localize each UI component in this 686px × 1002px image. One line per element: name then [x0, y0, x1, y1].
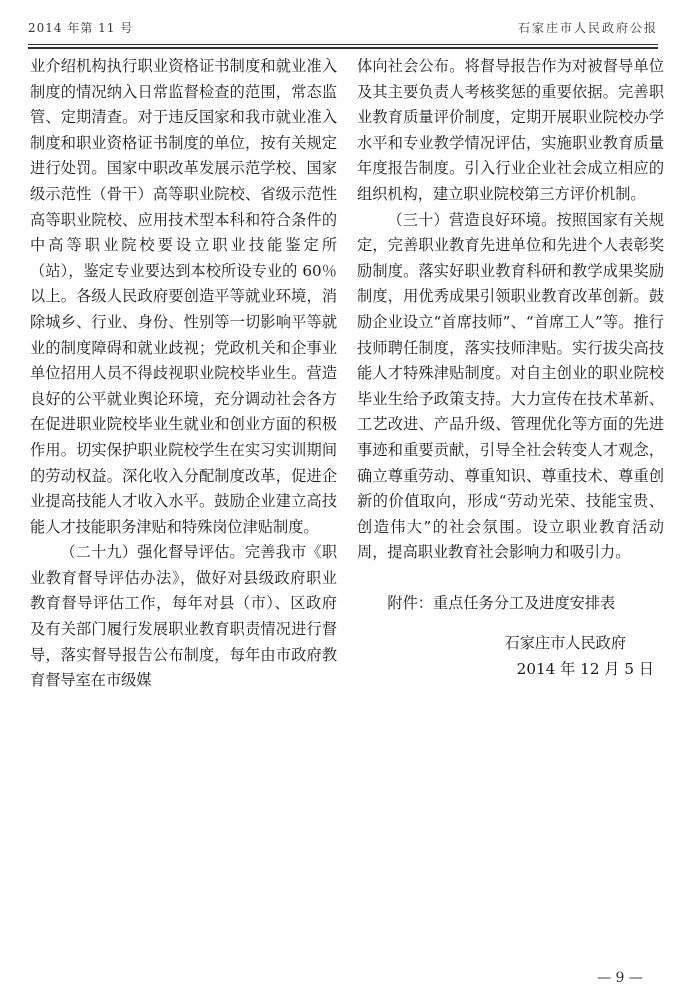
page-number: — 9 — [597, 970, 643, 986]
header-rule-thick [28, 47, 658, 49]
page-header [28, 14, 658, 42]
header-rule-thin [28, 44, 658, 45]
right-column [357, 54, 664, 683]
signature-date: 2014 年 12 月 5 日 [516, 660, 654, 679]
signature-org: 石家庄市人民政府 [504, 634, 626, 653]
paragraph-supervision: （二十九）强化督导评估。完善我市《职业教育督导评估办法》，做好对县级政府职业教育督导评估工作，每年对县（市）、区政府及有关部门履行发展职业教育职责情况进行督导，落实督导报告公布制度，每年由市政府教育督导室在市级媒 [30, 543, 337, 690]
paragraph-continued-right: 体向社会公布。将督导报告作为对被督导单位及其主要负责人考核奖惩的重要依据。完善职业教育质量评价制度，定期开展职业院校办学水平和专业教学情况评估，实施职业教育质量年度报告制度。引入行业企业社会成立相应的组织机构，建立职业院校第三方评价机制。 [357, 57, 664, 203]
paragraph-continued: 业介绍机构执行职业资格证书制度和就业准入制度的情况纳入日常监督检查的范围，常态监管、定期清查。对于违反国家和我市就业准入制度和职业资格证书制度的单位，按有关规定进行处罚。国家中职改革发展示范学校、国家级示范性（骨干）高等职业院校、省级示范性高等职业院校、应用技术型本科和符合条件的中高等职业院校要设立职业技能鉴定所（站），鉴定专业要达到本校所设专业的 60％以上。各级人民政府要创造平等就业环境，消除城乡、行业、身份、性别等一切影响平等就业的制度障碍和就业歧视；党政机关和企事业单位招用人员不得歧视职业院校毕业生。营造良好的公平就业舆论环境，充分调动社会各方在促进职业院校毕业生就业和创业方面的积极作用。切实保护职业院校学生在实习实训期间的劳动权益。深化收入分配制度改革，促进企业提高技能人才收入水平。鼓励企业建立高技能人才技能职务津贴和特殊岗位津贴制度。 [30, 57, 337, 536]
issue-label: 2014 年第 11 号 [28, 21, 134, 35]
publication-title: 石家庄市人民政府公报 [517, 21, 658, 35]
left-column [30, 54, 337, 694]
attachment-note: 附件：重点任务分工及进度安排表 [387, 593, 616, 612]
paragraph-environment: （三十）营造良好环境。按照国家有关规定，完善职业教育先进单位和先进个人表彰奖励制度。落实好职业教育科研和教学成果奖励制度，用优秀成果引领职业教育改革创新。鼓励企业设立“首席技师”、“首席工人”等。推行技师聘任制度，落实技师津贴。实行拔尖高技能人才特殊津贴制度。对自主创业的职业院校毕业生给予政策支持。大力宣传在技术革新、工艺改进、产品升级、管理优化等方面的先进事迹和重要贡献，引导全社会转变人才观念，确立尊重劳动、尊重知识、尊重技术、尊重创新的价值取向，形成“劳动光荣、技能宝贵、创造伟大”的社会氛围。设立职业教育活动周，提高职业教育社会影响力和吸引力。 [357, 210, 664, 562]
